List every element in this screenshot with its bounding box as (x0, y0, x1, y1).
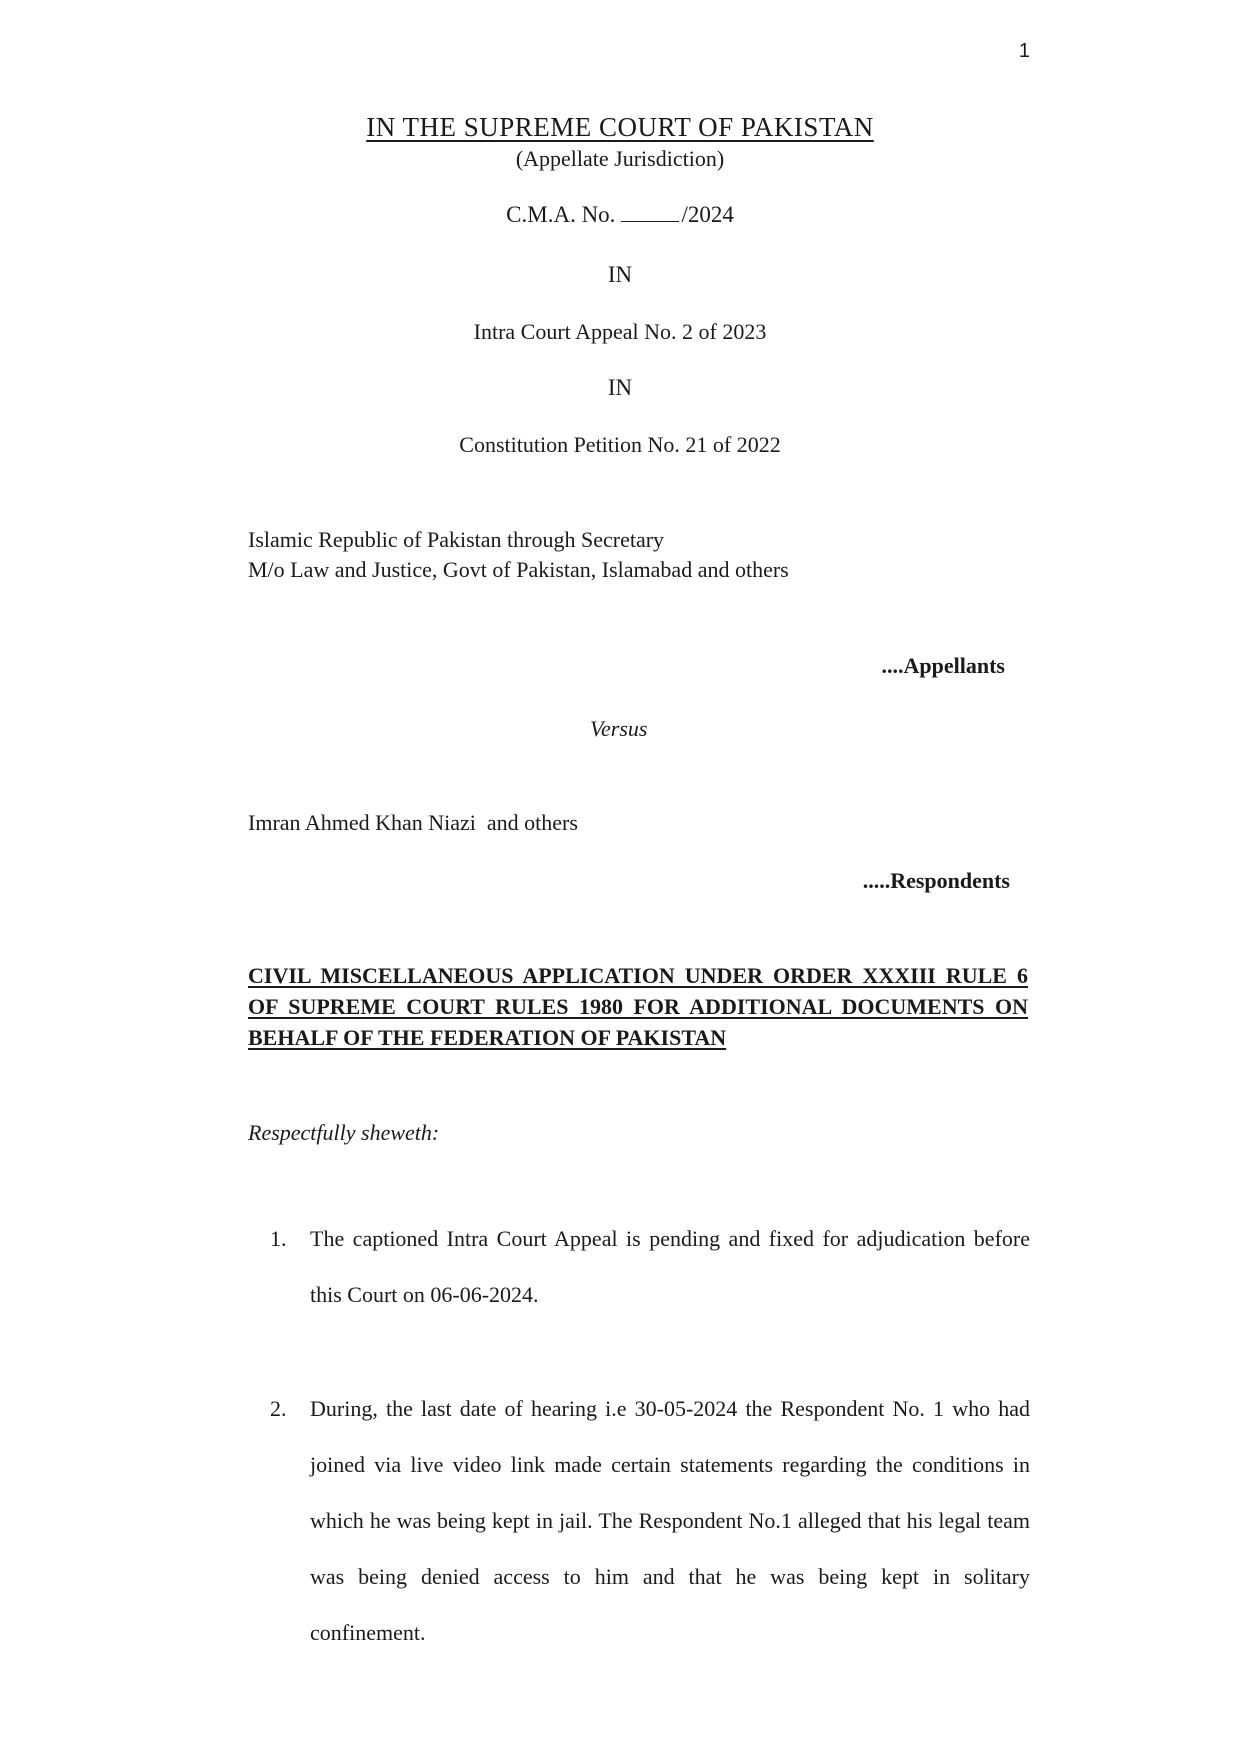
versus: Versus (590, 716, 648, 741)
respondents-line-1: Imran Ahmed Khan Niazi and others (248, 810, 578, 835)
in-connector-2: IN (607, 375, 633, 400)
paragraph-1 (270, 1211, 1030, 1323)
appellants-line-1: Islamic Republic of Pakistan through Secretary (248, 527, 665, 552)
salutation: Respectfully sheweth: (248, 1120, 440, 1145)
appellants-label: ....Appellants (881, 653, 1005, 678)
appellants-line-2: M/o Law and Justice, Govt of Pakistan, Islamabad and others (248, 557, 789, 582)
application-heading: CIVIL MISCELLANEOUS APPLICATION UNDER ORDER XXXIII RULE 6 OF SUPREME COURT RULES 1980 FOR ADDITIONAL DOCUMENTS ON BEHALF OF THE FEDERATION OF PAKISTAN (248, 963, 1028, 1050)
respondents-label: .....Respondents (862, 868, 1010, 893)
paragraph-text: During, the last date of hearing i.e 30-05-2024 the Respondent No. 1 who had joined via live video link made certain statements regarding the conditions in which he was being kept in jail. The Respondent No.1 alleged that his legal team was being denied access to him and that he was being kept in solitary confinement. (310, 1396, 1030, 1645)
cma-number (0, 202, 1240, 228)
paragraph-text: The captioned Intra Court Appeal is pending and fixed for adjudication before this Court on 06-06-2024. (310, 1226, 1030, 1307)
page-number: 1 (1018, 40, 1030, 62)
paragraph-2 (270, 1381, 1030, 1661)
jurisdiction: (Appellate Jurisdiction) (515, 146, 725, 171)
court-title: IN THE SUPREME COURT OF PAKISTAN (366, 112, 874, 142)
cma-suffix: /2024 (681, 202, 734, 227)
constitution-petition: Constitution Petition No. 21 of 2022 (459, 432, 781, 457)
in-connector-1: IN (607, 262, 633, 287)
appellants-names (248, 525, 789, 585)
cma-prefix: C.M.A. No. (506, 202, 616, 227)
intra-court-appeal: Intra Court Appeal No. 2 of 2023 (473, 319, 767, 344)
paragraph-number: 1. (270, 1226, 287, 1251)
paragraph-number: 2. (270, 1396, 287, 1421)
cma-blank (621, 221, 679, 222)
respondents-names (248, 808, 578, 838)
